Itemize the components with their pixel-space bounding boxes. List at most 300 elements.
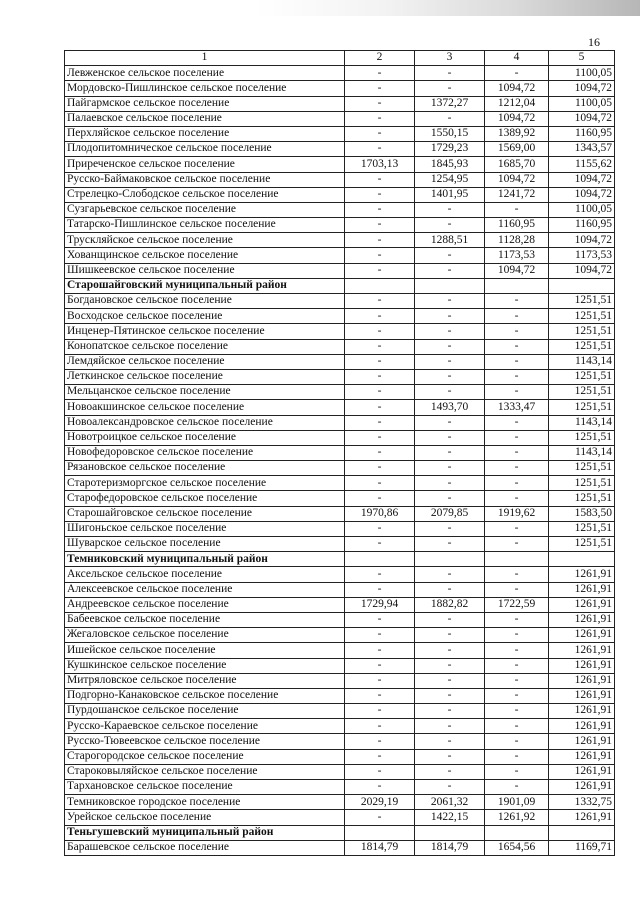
value-col-5: 1173,53: [549, 248, 615, 263]
table-row: [65, 248, 615, 263]
value-col-2: -: [345, 324, 415, 339]
value-col-2: -: [345, 445, 415, 460]
table-row: [65, 704, 615, 719]
settlement-name: Шуварское сельское поселение: [65, 537, 345, 552]
value-col-2: -: [345, 673, 415, 688]
settlement-name: Новоалександровское сельское поселение: [65, 415, 345, 430]
value-col-5: 1143,14: [549, 415, 615, 430]
value-col-2: -: [345, 81, 415, 96]
settlement-name: Приреченское сельское поселение: [65, 157, 345, 172]
value-col-4: -: [485, 643, 549, 658]
value-col-2: 1970,86: [345, 506, 415, 521]
table-row: [65, 354, 615, 369]
value-col-2: -: [345, 521, 415, 536]
settlement-name: Пурдошанское сельское поселение: [65, 704, 345, 719]
value-col-5: 1261,91: [549, 567, 615, 582]
settlement-name: Восходское сельское поселение: [65, 309, 345, 324]
table-row: [65, 658, 615, 673]
table-row: [65, 445, 615, 460]
value-col-5: 1094,72: [549, 81, 615, 96]
value-col-5: 1251,51: [549, 491, 615, 506]
value-col-4: 1919,62: [485, 506, 549, 521]
value-col-2: -: [345, 218, 415, 233]
value-col-4: -: [485, 309, 549, 324]
value-col-5: 1251,51: [549, 309, 615, 324]
table-row: [65, 309, 615, 324]
table-row: [65, 491, 615, 506]
value-col-3: -: [415, 415, 485, 430]
value-col-3: 2061,32: [415, 795, 485, 810]
value-col-4: -: [485, 415, 549, 430]
value-col-3: -: [415, 764, 485, 779]
value-col-2: -: [345, 126, 415, 141]
value-col-4: 1569,00: [485, 142, 549, 157]
settlement-name: Мордовско-Пишлинское сельское поселение: [65, 81, 345, 96]
value-col-4: 1094,72: [485, 111, 549, 126]
value-col-4: 1389,92: [485, 126, 549, 141]
value-col-3: -: [415, 218, 485, 233]
settlement-name: Староковыляйское сельское поселение: [65, 764, 345, 779]
value-col-4: -: [485, 430, 549, 445]
settlement-name: Новоакшинское сельское поселение: [65, 400, 345, 415]
settlement-name: Шишкеевское сельское поселение: [65, 263, 345, 278]
value-col-5: 1261,91: [549, 597, 615, 612]
table-row: [65, 430, 615, 445]
value-col-5: 1261,91: [549, 780, 615, 795]
table-row: [65, 537, 615, 552]
column-header-3: 3: [415, 51, 485, 66]
value-col-4: -: [485, 612, 549, 627]
value-col-5: 1261,91: [549, 734, 615, 749]
value-col-3: -: [415, 734, 485, 749]
value-col-2: -: [345, 567, 415, 582]
settlement-name: Митряловское сельское поселение: [65, 673, 345, 688]
tariff-table: [64, 50, 615, 856]
table-row: [65, 400, 615, 415]
table-row: [65, 218, 615, 233]
table-row: [65, 172, 615, 187]
table-row: [65, 187, 615, 202]
value-col-3: -: [415, 537, 485, 552]
value-col-2: -: [345, 628, 415, 643]
settlement-name: Татарско-Пишлинское сельское поселение: [65, 218, 345, 233]
value-col-3: -: [415, 369, 485, 384]
value-col-3: -: [415, 81, 485, 96]
value-col-3: 1288,51: [415, 233, 485, 248]
empty-cell: [549, 278, 615, 293]
table-row: [65, 142, 615, 157]
value-col-4: -: [485, 521, 549, 536]
table-row: [65, 506, 615, 521]
value-col-4: -: [485, 688, 549, 703]
value-col-3: -: [415, 612, 485, 627]
value-col-2: -: [345, 734, 415, 749]
value-col-2: -: [345, 96, 415, 111]
table-row: [65, 567, 615, 582]
empty-cell: [345, 825, 415, 840]
value-col-2: -: [345, 764, 415, 779]
table-row: [65, 719, 615, 734]
table-row: [65, 521, 615, 536]
value-col-4: -: [485, 628, 549, 643]
value-col-5: 1094,72: [549, 187, 615, 202]
value-col-3: 1372,27: [415, 96, 485, 111]
empty-cell: [485, 552, 549, 567]
table-row: [65, 81, 615, 96]
value-col-5: 1343,57: [549, 142, 615, 157]
value-col-5: 1160,95: [549, 126, 615, 141]
district-name: Старошайговский муниципальный район: [65, 278, 345, 293]
value-col-4: 1212,04: [485, 96, 549, 111]
value-col-2: -: [345, 263, 415, 278]
value-col-5: 1100,05: [549, 202, 615, 217]
value-col-5: 1094,72: [549, 111, 615, 126]
settlement-name: Хованщинское сельское поселение: [65, 248, 345, 263]
value-col-4: -: [485, 66, 549, 81]
value-col-4: -: [485, 734, 549, 749]
value-col-2: -: [345, 749, 415, 764]
value-col-5: 1169,71: [549, 840, 615, 855]
value-col-3: -: [415, 673, 485, 688]
value-col-4: -: [485, 385, 549, 400]
value-col-4: 1722,59: [485, 597, 549, 612]
value-col-5: 1251,51: [549, 324, 615, 339]
settlement-name: Мельцанское сельское поселение: [65, 385, 345, 400]
value-col-4: 1160,95: [485, 218, 549, 233]
value-col-3: -: [415, 461, 485, 476]
table-row: [65, 294, 615, 309]
settlement-name: Барашевское сельское поселение: [65, 840, 345, 855]
value-col-5: 1251,51: [549, 294, 615, 309]
table-row: [65, 582, 615, 597]
value-col-4: -: [485, 324, 549, 339]
table-row: [65, 415, 615, 430]
value-col-2: -: [345, 643, 415, 658]
value-col-3: -: [415, 339, 485, 354]
settlement-name: Конопатское сельское поселение: [65, 339, 345, 354]
value-col-2: -: [345, 476, 415, 491]
value-col-2: -: [345, 491, 415, 506]
empty-cell: [415, 552, 485, 567]
value-col-4: -: [485, 704, 549, 719]
value-col-4: -: [485, 749, 549, 764]
table-row: [65, 157, 615, 172]
value-col-3: 1845,93: [415, 157, 485, 172]
value-col-2: -: [345, 810, 415, 825]
value-col-5: 1155,62: [549, 157, 615, 172]
settlement-name: Леткинское сельское поселение: [65, 369, 345, 384]
settlement-name: Тархановское сельское поселение: [65, 780, 345, 795]
settlement-name: Стрелецко-Слободское сельское поселение: [65, 187, 345, 202]
value-col-5: 1261,91: [549, 582, 615, 597]
value-col-5: 1261,91: [549, 719, 615, 734]
value-col-3: -: [415, 248, 485, 263]
settlement-name: Старофедоровское сельское поселение: [65, 491, 345, 506]
value-col-2: -: [345, 688, 415, 703]
column-header-2: 2: [345, 51, 415, 66]
value-col-5: 1143,14: [549, 445, 615, 460]
value-col-3: -: [415, 491, 485, 506]
value-col-3: -: [415, 445, 485, 460]
value-col-4: -: [485, 780, 549, 795]
settlement-name: Лемдяйское сельское поселение: [65, 354, 345, 369]
value-col-5: 1261,91: [549, 612, 615, 627]
value-col-2: -: [345, 309, 415, 324]
table-row: [65, 202, 615, 217]
value-col-4: -: [485, 369, 549, 384]
value-col-3: 1814,79: [415, 840, 485, 855]
table-row: [65, 764, 615, 779]
table-row: [65, 369, 615, 384]
table-row: [65, 339, 615, 354]
value-col-5: 1251,51: [549, 385, 615, 400]
value-col-5: 1261,91: [549, 704, 615, 719]
value-col-4: 1261,92: [485, 810, 549, 825]
value-col-2: -: [345, 461, 415, 476]
table-row: [65, 461, 615, 476]
value-col-2: -: [345, 537, 415, 552]
table-row: [65, 795, 615, 810]
settlement-name: Палаевское сельское поселение: [65, 111, 345, 126]
value-col-3: 2079,85: [415, 506, 485, 521]
value-col-4: -: [485, 673, 549, 688]
settlement-name: Ишейское сельское поселение: [65, 643, 345, 658]
settlement-name: Сузгарьевское сельское поселение: [65, 202, 345, 217]
value-col-3: -: [415, 643, 485, 658]
value-col-3: -: [415, 354, 485, 369]
value-col-3: -: [415, 628, 485, 643]
value-col-3: -: [415, 719, 485, 734]
settlement-name: Перхляйское сельское поселение: [65, 126, 345, 141]
value-col-4: -: [485, 354, 549, 369]
table-row: [65, 780, 615, 795]
value-col-4: -: [485, 294, 549, 309]
value-col-2: -: [345, 385, 415, 400]
value-col-3: 1550,15: [415, 126, 485, 141]
value-col-5: 1261,91: [549, 643, 615, 658]
settlement-name: Левженское сельское поселение: [65, 66, 345, 81]
value-col-5: 1094,72: [549, 172, 615, 187]
value-col-3: -: [415, 111, 485, 126]
column-header-4: 4: [485, 51, 549, 66]
value-col-3: -: [415, 521, 485, 536]
value-col-5: 1261,91: [549, 628, 615, 643]
value-col-4: -: [485, 764, 549, 779]
value-col-4: 1241,72: [485, 187, 549, 202]
settlement-name: Плодопитомническое сельское поселение: [65, 142, 345, 157]
value-col-5: 1332,75: [549, 795, 615, 810]
empty-cell: [345, 278, 415, 293]
table-row: [65, 263, 615, 278]
value-col-3: 1254,95: [415, 172, 485, 187]
settlement-name: Трускляйское сельское поселение: [65, 233, 345, 248]
table-row: [65, 96, 615, 111]
value-col-3: -: [415, 780, 485, 795]
table-row: [65, 643, 615, 658]
settlement-name: Старотеризморгское сельское поселение: [65, 476, 345, 491]
value-col-2: -: [345, 719, 415, 734]
district-name: Теньгушевский муниципальный район: [65, 825, 345, 840]
value-col-3: 1729,23: [415, 142, 485, 157]
value-col-2: -: [345, 339, 415, 354]
value-col-5: 1100,05: [549, 66, 615, 81]
settlement-name: Подгорно-Канаковское сельское поселение: [65, 688, 345, 703]
value-col-5: 1100,05: [549, 96, 615, 111]
value-col-3: -: [415, 749, 485, 764]
value-col-5: 1261,91: [549, 688, 615, 703]
value-col-5: 1251,51: [549, 430, 615, 445]
value-col-5: 1261,91: [549, 764, 615, 779]
value-col-3: -: [415, 658, 485, 673]
value-col-5: 1143,14: [549, 354, 615, 369]
settlement-name: Богдановское сельское поселение: [65, 294, 345, 309]
value-col-3: -: [415, 582, 485, 597]
value-col-4: -: [485, 567, 549, 582]
settlement-name: Шигоньское сельское поселение: [65, 521, 345, 536]
value-col-2: -: [345, 780, 415, 795]
value-col-3: -: [415, 567, 485, 582]
value-col-5: 1251,51: [549, 339, 615, 354]
value-col-2: -: [345, 202, 415, 217]
district-header-row: [65, 278, 615, 293]
table-row: [65, 476, 615, 491]
value-col-2: 2029,19: [345, 795, 415, 810]
value-col-2: -: [345, 369, 415, 384]
table-row: [65, 126, 615, 141]
district-name: Темниковский муниципальный район: [65, 552, 345, 567]
value-col-3: -: [415, 704, 485, 719]
settlement-name: Новотроицкое сельское поселение: [65, 430, 345, 445]
district-header-row: [65, 825, 615, 840]
value-col-4: -: [485, 476, 549, 491]
table-row: [65, 673, 615, 688]
value-col-2: 1703,13: [345, 157, 415, 172]
settlement-name: Темниковское городское поселение: [65, 795, 345, 810]
value-col-2: -: [345, 582, 415, 597]
table-body: [65, 66, 615, 856]
settlement-name: Кушкинское сельское поселение: [65, 658, 345, 673]
district-header-row: [65, 552, 615, 567]
value-col-4: -: [485, 719, 549, 734]
value-col-4: -: [485, 491, 549, 506]
empty-cell: [415, 278, 485, 293]
value-col-4: -: [485, 461, 549, 476]
empty-cell: [485, 825, 549, 840]
table-row: [65, 840, 615, 855]
value-col-3: -: [415, 688, 485, 703]
value-col-4: 1901,09: [485, 795, 549, 810]
table-row: [65, 597, 615, 612]
value-col-5: 1261,91: [549, 749, 615, 764]
value-col-3: 1882,82: [415, 597, 485, 612]
value-col-4: 1685,70: [485, 157, 549, 172]
empty-cell: [549, 552, 615, 567]
settlement-name: Бабеевское сельское поселение: [65, 612, 345, 627]
value-col-3: 1422,15: [415, 810, 485, 825]
table-row: [65, 734, 615, 749]
value-col-4: -: [485, 582, 549, 597]
empty-cell: [485, 278, 549, 293]
settlement-name: Новофедоровское сельское поселение: [65, 445, 345, 460]
value-col-5: 1251,51: [549, 400, 615, 415]
table-row: [65, 749, 615, 764]
value-col-3: -: [415, 476, 485, 491]
empty-cell: [415, 825, 485, 840]
value-col-4: 1173,53: [485, 248, 549, 263]
settlement-name: Пайгармское сельское поселение: [65, 96, 345, 111]
value-col-4: 1094,72: [485, 172, 549, 187]
settlement-name: Андреевское сельское поселение: [65, 597, 345, 612]
value-col-5: 1261,91: [549, 810, 615, 825]
value-col-2: 1729,94: [345, 597, 415, 612]
page-number: 16: [588, 35, 600, 49]
settlement-name: Алексеевское сельское поселение: [65, 582, 345, 597]
value-col-2: -: [345, 142, 415, 157]
value-col-5: 1583,50: [549, 506, 615, 521]
table-row: [65, 628, 615, 643]
value-col-2: -: [345, 294, 415, 309]
value-col-3: -: [415, 294, 485, 309]
value-col-5: 1251,51: [549, 461, 615, 476]
value-col-4: 1128,28: [485, 233, 549, 248]
settlement-name: Рязановское сельское поселение: [65, 461, 345, 476]
value-col-2: 1814,79: [345, 840, 415, 855]
value-col-5: 1160,95: [549, 218, 615, 233]
column-header-1: 1: [65, 51, 345, 66]
table-row: [65, 688, 615, 703]
empty-cell: [549, 825, 615, 840]
table-row: [65, 111, 615, 126]
value-col-2: -: [345, 400, 415, 415]
settlement-name: Аксельское сельское поселение: [65, 567, 345, 582]
value-col-3: -: [415, 309, 485, 324]
value-col-2: -: [345, 248, 415, 263]
value-col-2: -: [345, 172, 415, 187]
value-col-5: 1094,72: [549, 263, 615, 278]
value-col-5: 1251,51: [549, 537, 615, 552]
value-col-3: 1401,95: [415, 187, 485, 202]
value-col-2: -: [345, 233, 415, 248]
value-col-2: -: [345, 430, 415, 445]
settlement-name: Русско-Баймаковское сельское поселение: [65, 172, 345, 187]
value-col-5: 1251,51: [549, 521, 615, 536]
value-col-4: -: [485, 537, 549, 552]
settlement-name: Инценер-Пятинское сельское поселение: [65, 324, 345, 339]
settlement-name: Русско-Караевское сельское поселение: [65, 719, 345, 734]
value-col-3: -: [415, 430, 485, 445]
value-col-5: 1261,91: [549, 658, 615, 673]
value-col-2: -: [345, 612, 415, 627]
settlement-name: Жегаловское сельское поселение: [65, 628, 345, 643]
scan-edge-shadow: [0, 0, 640, 16]
value-col-4: -: [485, 202, 549, 217]
settlement-name: Русско-Тювеевское сельское поселение: [65, 734, 345, 749]
value-col-3: -: [415, 385, 485, 400]
value-col-3: -: [415, 66, 485, 81]
value-col-4: 1333,47: [485, 400, 549, 415]
table-header-row: [65, 51, 615, 66]
value-col-4: -: [485, 339, 549, 354]
value-col-3: -: [415, 202, 485, 217]
value-col-5: 1251,51: [549, 369, 615, 384]
value-col-5: 1261,91: [549, 673, 615, 688]
settlement-name: Старошайговское сельское поселение: [65, 506, 345, 521]
value-col-3: -: [415, 324, 485, 339]
value-col-2: -: [345, 704, 415, 719]
value-col-2: -: [345, 66, 415, 81]
table-row: [65, 66, 615, 81]
value-col-3: 1493,70: [415, 400, 485, 415]
